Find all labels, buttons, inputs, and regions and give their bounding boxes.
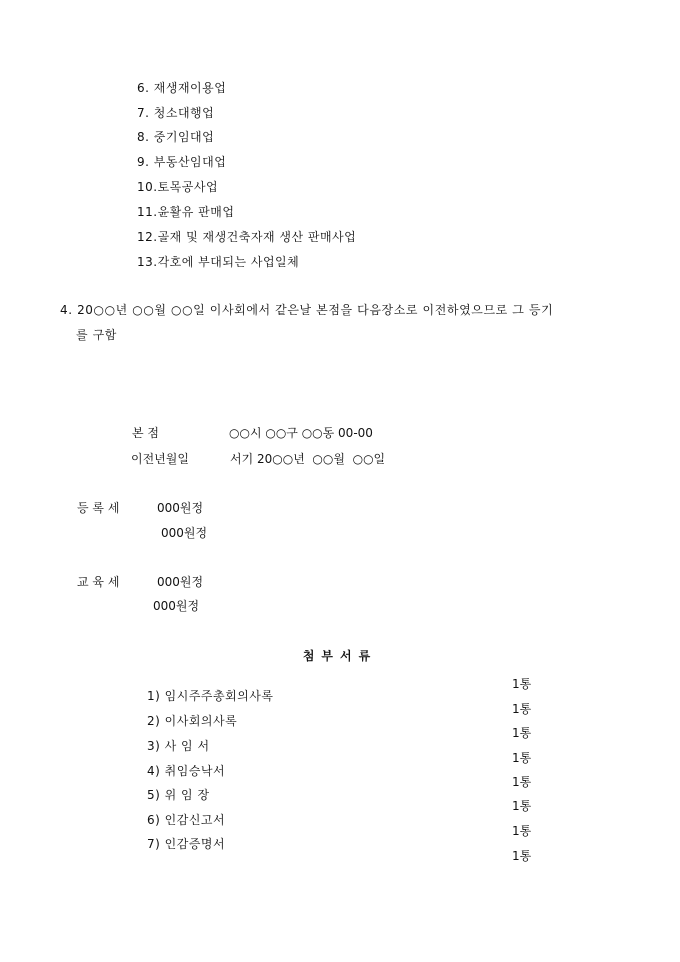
attachment-item-3: 3) 사 임 서	[147, 739, 210, 753]
relocation-date-label: 이전년월일	[131, 452, 189, 466]
head-office-value: ○○시 ○○구 ○○동 00-00	[229, 426, 373, 440]
registration-tax-amount-1: 000원정	[157, 501, 204, 515]
registration-tax-amount-2: 000원정	[161, 526, 208, 540]
attachment-count: 1통	[512, 799, 532, 813]
attachment-item-5: 5) 위 임 장	[147, 788, 210, 802]
business-item-13: 13.각호에 부대되는 사업일체	[137, 255, 300, 269]
attachment-count: 1통	[512, 775, 532, 789]
business-item-8: 8. 중기임대업	[137, 130, 215, 144]
attachment-count: 1통	[512, 849, 532, 863]
business-item-11: 11.윤활유 판매업	[137, 205, 235, 219]
business-item-10: 10.토목공사업	[137, 180, 219, 194]
education-tax-label: 교 육 세	[77, 575, 120, 589]
section-4-paragraph	[60, 298, 630, 348]
attachment-count: 1통	[512, 677, 532, 691]
education-tax-amount-1: 000원정	[157, 575, 204, 589]
attachment-item-1: 1) 임시주주총회의사록	[147, 689, 274, 703]
attachment-count: 1통	[512, 726, 532, 740]
section-4-line-2: 를 구함	[76, 328, 117, 342]
attachment-item-7: 7) 인감증명서	[147, 837, 226, 851]
attachment-item-6: 6) 인감신고서	[147, 813, 226, 827]
attachment-count: 1통	[512, 751, 532, 765]
attachment-count: 1통	[512, 702, 532, 716]
business-item-12: 12.골재 및 재생건축자재 생산 판매사업	[137, 230, 357, 244]
section-4-line-1: 4. 20○○년 ○○월 ○○일 이사회에서 같은날 본점을 다음장소로 이전하였으므로 그 등기	[60, 303, 554, 317]
head-office-label: 본 점	[132, 426, 159, 440]
business-item-9: 9. 부동산임대업	[137, 155, 227, 169]
attachment-count: 1통	[512, 824, 532, 838]
attachments-title: 첨부서류	[302, 649, 378, 663]
attachment-item-4: 4) 취임승낙서	[147, 764, 226, 778]
relocation-date-value: 서기 20○○년 ○○월 ○○일	[230, 452, 386, 466]
registration-tax-label: 등 록 세	[77, 501, 120, 515]
business-item-7: 7. 청소대행업	[137, 106, 215, 120]
education-tax-amount-2: 000원정	[153, 599, 200, 613]
attachment-item-2: 2) 이사회의사록	[147, 714, 238, 728]
business-item-6: 6. 재생재이용업	[137, 81, 227, 95]
